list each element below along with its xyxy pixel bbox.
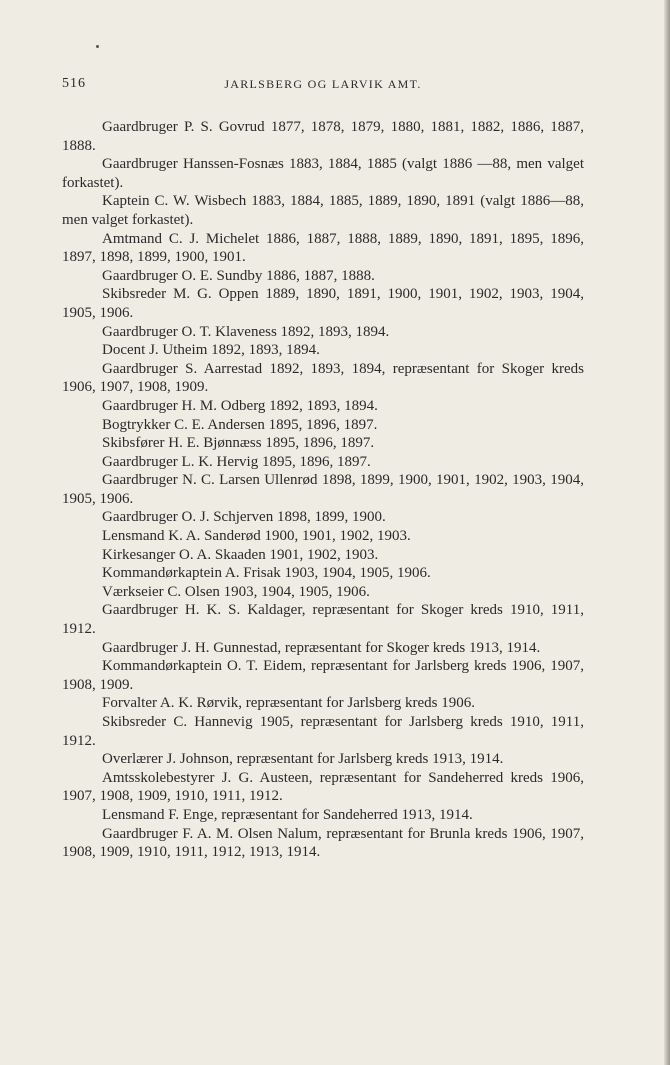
list-entry: Lensmand K. A. Sanderød 1900, 1901, 1902, 1903. — [102, 528, 411, 545]
list-entry: Gaardbruger H. M. Odberg 1892, 1893, 1894. — [102, 397, 378, 414]
running-title: JARLSBERG OG LARVIK AMT. — [224, 77, 422, 91]
list-entry: Forvalter A. K. Rørvik, repræsentant for Jarlsberg kreds 1906. — [102, 695, 475, 712]
page-number: 516 — [62, 76, 86, 91]
list-entry: Gaardbruger N. C. Larsen Ullenrød 1898, 1899, 1900, 1901, 1902, 1903, 1904, 1905, 1906. — [62, 472, 584, 507]
list-entry: Docent J. Utheim 1892, 1893, 1894. — [102, 342, 320, 359]
list-entry: Skibsreder C. Hannevig 1905, repræsentant for Jarlsberg kreds 1910, 1911, 1912. — [62, 714, 584, 749]
list-entry: Skibsfører H. E. Bjønnæss 1895, 1896, 1897. — [102, 435, 375, 452]
list-entry: Gaardbruger J. H. Gunnestad, repræsentant for Skoger kreds 1913, 1914. — [102, 639, 541, 656]
list-entry: Kommandørkaptein A. Frisak 1903, 1904, 1905, 1906. — [102, 565, 431, 582]
list-entry: Gaardbruger P. S. Govrud 1877, 1878, 1879, 1880, 1881, 1882, 1886, 1887, 1888. — [62, 119, 584, 154]
list-entry: Skibsreder M. G. Oppen 1889, 1890, 1891, 1900, 1901, 1902, 1903, 1904, 1905, 1906. — [62, 286, 584, 321]
list-entry: Gaardbruger O. E. Sundby 1886, 1887, 1888. — [102, 267, 375, 284]
list-entry: Gaardbruger F. A. M. Olsen Nalum, repræsentant for Brunla kreds 1906, 1907, 1908, 1909, 1910, 1911, 1912, 1913, 1914. — [62, 825, 584, 861]
list-entry: Lensmand F. Enge, repræsentant for Sandeherred 1913, 1914. — [102, 806, 473, 823]
list-entry: Gaardbruger H. K. S. Kaldager, repræsentant for Skoger kreds 1910, 1911, 1912. — [62, 602, 584, 638]
list-entry: Gaardbruger L. K. Hervig 1895, 1896, 1897. — [102, 453, 371, 470]
list-entry: Bogtrykker C. E. Andersen 1895, 1896, 1897. — [102, 416, 378, 433]
list-entry: Amtmand C. J. Michelet 1886, 1887, 1888, 1889, 1890, 1891, 1895, 1896, 1897, 1898, 1899, 1900, 1901. — [62, 230, 584, 266]
list-entry: Kirkesanger O. A. Skaaden 1901, 1902, 1903. — [102, 546, 379, 563]
list-entry: Kaptein C. W. Wisbech 1883, 1884, 1885, 1889, 1890, 1891 (valgt 1886—88, men valget forkastet). — [62, 193, 584, 228]
list-entry: Kommandørkaptein O. T. Eidem, repræsentant for Jarlsberg kreds 1906, 1907, 1908, 1909. — [62, 658, 584, 693]
list-entry: Gaardbruger S. Aarrestad 1892, 1893, 1894, repræsentant for Skoger kreds 1906, 1907, 1908, 1909. — [62, 360, 584, 396]
page-edge-shadow — [664, 0, 670, 1065]
list-entry: Gaardbruger O. T. Klaveness 1892, 1893, 1894. — [102, 323, 390, 340]
list-entry: Værkseier C. Olsen 1903, 1904, 1905, 1906. — [102, 583, 370, 600]
list-entry: Amtsskolebestyrer J. G. Austeen, repræsentant for Sandeherred kreds 1906, 1907, 1908, 1909, 1910, 1911, 1912. — [62, 769, 584, 805]
member-list — [62, 118, 584, 862]
list-entry: Gaardbruger Hanssen-Fosnæs 1883, 1884, 1885 (valgt 1886 —88, men valget forkastet). — [62, 156, 584, 191]
page-header — [62, 76, 584, 96]
print-speck — [96, 45, 99, 48]
list-entry: Overlærer J. Johnson, repræsentant for Jarlsberg kreds 1913, 1914. — [102, 751, 504, 768]
list-entry: Gaardbruger O. J. Schjerven 1898, 1899, 1900. — [102, 509, 386, 526]
